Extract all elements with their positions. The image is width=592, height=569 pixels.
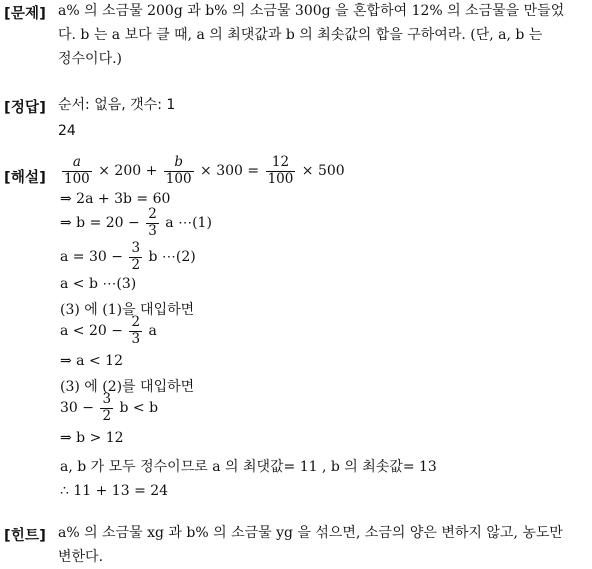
solution-eq-6: (3) 에 (1)을 대입하면 <box>60 302 195 318</box>
answer-text <box>58 93 586 143</box>
solution-eq-2: ⇒ 2a + 3b = 60 <box>60 191 171 207</box>
hint-line-2: 변한다. <box>58 549 104 565</box>
answer-line-1: 순서: 없음, 갯수: 1 <box>58 97 176 113</box>
solution-eq-13: ∴ 11 + 13 = 24 <box>60 483 169 499</box>
solution-eq-10: 30 − $\frac{3}{2}$ b < b <box>60 391 159 424</box>
fraction: $\frac{2}{3}$ <box>148 206 157 239</box>
problem-line-3: 정수이다.) <box>58 51 123 67</box>
solution-eq-11: ⇒ b > 12 <box>60 430 124 446</box>
fraction: $\frac{a}{100}$ <box>64 154 90 187</box>
hint-text <box>58 521 586 569</box>
solution-eq-7: a < 20 − $\frac{2}{3}$ a <box>60 314 157 347</box>
problem-line-1: a% 의 소금물 200g 과 b% 의 소금물 300g 을 혼합하여 12% 의 소금물을 만들었 <box>58 3 565 19</box>
solution-eq-5: a < b ⋯(3) <box>60 276 137 292</box>
solution-eq-9: (3) 에 (2)를 대입하면 <box>60 379 195 395</box>
problem-line-2: 다. b 는 a 보다 클 때, a 의 최댓값과 b 의 최솟값의 합을 구하여라. (단, a, b 는 <box>58 27 543 43</box>
problem-text <box>58 0 586 71</box>
solution-label: [해설] <box>4 170 47 186</box>
fraction: $\frac{b}{100}$ <box>165 154 192 187</box>
hint-line-1: a% 의 소금물 xg 과 b% 의 소금물 yg 을 섞으면, 소금의 양은 변하지 않고, 농도만 <box>58 525 563 541</box>
solution-eq-3: ⇒ b = 20 − $\frac{2}{3}$ a ⋯(1) <box>60 206 212 239</box>
fraction: $\frac{3}{2}$ <box>102 391 112 424</box>
solution-eq-4: a = 30 − $\frac{3}{2}$ b ⋯(2) <box>60 240 196 273</box>
answer-label: [정답] <box>4 100 47 116</box>
answer-line-2: 24 <box>58 123 76 139</box>
fraction: $\frac{3}{2}$ <box>131 240 141 273</box>
hint-label: [힌트] <box>4 528 47 544</box>
solution-eq-8: ⇒ a < 12 <box>60 353 123 369</box>
problem-label: [문제] <box>4 6 47 22</box>
fraction: $\frac{12}{100}$ <box>267 154 294 187</box>
solution-eq-1: $\frac{a}{100}$ × 200 + $\frac{b}{100}$ × 300 = $\frac{12}{100}$ × 500 <box>64 154 345 187</box>
fraction: $\frac{2}{3}$ <box>131 314 141 347</box>
solution-eq-12: a, b 가 모두 정수이므로 a 의 최댓값= 11 , b 의 최솟값= 13 <box>60 459 437 475</box>
